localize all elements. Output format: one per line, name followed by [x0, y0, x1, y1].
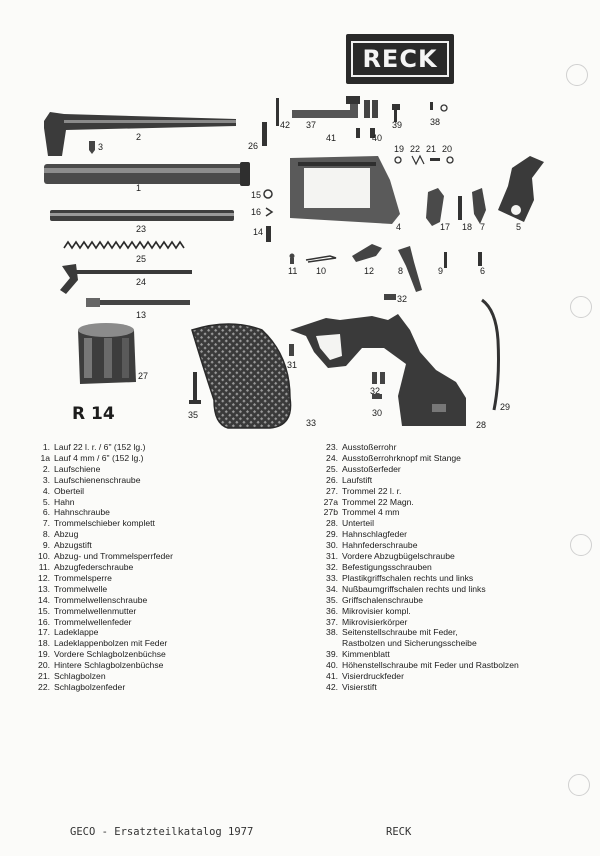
- callout-23: 23: [136, 224, 147, 234]
- part-list-item: [320, 507, 600, 518]
- part-number: 42.: [326, 681, 338, 692]
- part-number: 18.: [38, 638, 50, 649]
- callout-19: 19: [394, 144, 405, 154]
- part-list-item: [320, 660, 600, 671]
- part-number: 10.: [38, 551, 50, 562]
- part-number: 30.: [326, 540, 338, 551]
- part-label: Trommelwellenmutter: [54, 605, 137, 616]
- part-list-item: [320, 617, 600, 628]
- part-barrel-pin: [262, 122, 267, 146]
- part-hammer: [498, 156, 544, 222]
- part-list-item: [320, 627, 600, 638]
- part-list-item: [320, 453, 600, 464]
- part-label: Laufstift: [342, 474, 373, 485]
- callout-20: 20: [442, 144, 453, 154]
- part-list-item: [320, 573, 600, 584]
- part-gate-pin: [458, 196, 462, 220]
- callout-6: 6: [480, 266, 486, 276]
- part-list-item: [32, 649, 312, 660]
- callout-32-top: 32: [397, 294, 408, 304]
- callout-26: 26: [248, 141, 259, 151]
- callout-1: 1: [136, 183, 142, 193]
- callout-7: 7: [480, 222, 486, 232]
- part-list-item: [32, 562, 312, 573]
- parts-list-right: [320, 442, 600, 693]
- part-label: Ausstoßerrohr: [342, 442, 397, 452]
- callout-38: 38: [430, 117, 441, 127]
- footer-brand: RECK: [386, 826, 412, 838]
- part-grip-screw: [189, 372, 201, 404]
- part-list-item: [320, 606, 600, 617]
- part-ejector-rod: [60, 264, 192, 294]
- part-list-item: [32, 518, 312, 529]
- part-number: 37.: [326, 616, 338, 627]
- callout-31: 31: [287, 360, 298, 370]
- part-label: Kimmenblatt: [342, 649, 390, 660]
- part-label: Griffschalenschraube: [342, 594, 424, 605]
- part-label: Visierstift: [342, 681, 377, 692]
- part-label: Trommelwelle: [54, 583, 108, 594]
- part-sight-body: [292, 96, 360, 118]
- part-list-item: [32, 617, 312, 628]
- part-label: Abzug- und Trommelsperrfeder: [54, 551, 173, 562]
- part-number: 20.: [38, 660, 50, 671]
- part-number: 27b: [323, 507, 338, 518]
- part-number: 17.: [38, 627, 50, 638]
- part-number: 3.: [42, 474, 50, 485]
- punch-hole: [568, 774, 590, 796]
- part-list-item: [32, 540, 312, 551]
- part-label: Ausstoßerfeder: [342, 463, 401, 474]
- part-list-item: [320, 638, 600, 649]
- part-label: Nußbaumgriffschalen rechts und links: [342, 583, 486, 594]
- part-label: Lauf 4 mm / 6" (152 lg.): [54, 452, 144, 463]
- part-number: 19.: [38, 649, 50, 660]
- callout-18: 18: [462, 222, 473, 232]
- part-list-item: [32, 606, 312, 617]
- part-number: 2.: [42, 463, 50, 474]
- part-label: Trommelsperre: [54, 572, 112, 583]
- part-number: 7.: [42, 518, 50, 529]
- part-label: Mikrovisier kompl.: [342, 605, 411, 616]
- callout-17: 17: [440, 222, 451, 232]
- callout-42: 42: [280, 120, 291, 130]
- part-label: Befestigungsschrauben: [342, 561, 432, 572]
- part-label: Laufschiene: [54, 463, 101, 474]
- part-label: Abzugstift: [54, 540, 92, 551]
- part-list-item: [320, 475, 600, 486]
- part-number: 15.: [38, 605, 50, 616]
- callout-11: 11: [288, 266, 298, 276]
- callout-15: 15: [251, 190, 262, 200]
- part-label: Abzugfederschraube: [54, 561, 134, 572]
- part-number: 32.: [326, 561, 338, 572]
- part-list-item: [320, 551, 600, 562]
- part-number: 5.: [42, 496, 50, 507]
- part-label: Trommelwellenschraube: [54, 594, 148, 605]
- part-list-item: [320, 442, 600, 453]
- callout-21: 21: [426, 144, 437, 154]
- part-label: Schlagbolzen: [54, 671, 106, 682]
- brand-logo-text: RECK: [351, 41, 448, 77]
- part-label: Hahnfederschraube: [342, 540, 418, 551]
- callout-14: 14: [253, 227, 264, 237]
- part-number: 34.: [326, 583, 338, 594]
- callout-16: 16: [251, 207, 262, 217]
- part-number: 13.: [38, 583, 50, 594]
- part-label: Schlagbolzenfeder: [54, 681, 126, 692]
- part-cylinder-pin: [86, 298, 190, 307]
- part-label: Trommelschieber komplett: [54, 518, 155, 529]
- callout-24: 24: [136, 277, 147, 287]
- part-number: 16.: [38, 616, 50, 627]
- callout-39: 39: [392, 120, 403, 130]
- part-number: 38.: [326, 627, 338, 638]
- part-label: Oberteil: [54, 485, 85, 496]
- part-list-item: [32, 464, 312, 475]
- part-list-item: [320, 682, 600, 693]
- part-label: Höhenstellschraube mit Feder und Rastbolzen: [342, 660, 519, 671]
- part-number: 36.: [326, 605, 338, 616]
- part-loading-gate: [426, 188, 444, 226]
- callout-32-bottom: 32: [370, 386, 381, 396]
- part-list-item: [320, 671, 600, 682]
- model-designation: R 14: [72, 404, 115, 424]
- callout-12: 12: [364, 266, 375, 276]
- part-label: Trommel 22 Magn.: [342, 496, 414, 507]
- part-list-item: [32, 671, 312, 682]
- part-number: 25.: [326, 463, 338, 474]
- callout-28: 28: [476, 420, 487, 430]
- part-label: Visierdruckfeder: [342, 671, 404, 682]
- part-label: Plastikgriffschalen rechts und links: [342, 572, 474, 583]
- part-label: Hintere Schlagbolzenbüchse: [54, 660, 164, 671]
- part-number: 23.: [326, 442, 338, 452]
- part-ejector-spring: [64, 242, 184, 248]
- callout-10: 10: [316, 266, 327, 276]
- part-number: 12.: [38, 572, 50, 583]
- part-cylinder: [78, 323, 136, 384]
- part-grip-panels: [192, 324, 291, 428]
- part-label: Rastbolzen und Sicherungsscheibe: [342, 638, 477, 649]
- part-list-item: [320, 584, 600, 595]
- part-number: 21.: [38, 671, 50, 682]
- part-list-item: [32, 529, 312, 540]
- part-trigger-guard-screw: [289, 344, 294, 356]
- part-list-item: [320, 464, 600, 475]
- part-list-item: [320, 540, 600, 551]
- part-number: 26.: [326, 474, 338, 485]
- part-label: Vordere Schlagbolzenbüchse: [54, 649, 166, 660]
- callout-3: 3: [98, 142, 104, 152]
- part-number: 1a: [40, 452, 50, 463]
- part-number: 29.: [326, 529, 338, 540]
- part-list-item: [320, 529, 600, 540]
- part-number: 6.: [42, 507, 50, 518]
- part-label: Hahn: [54, 496, 75, 507]
- parts-list-left: [32, 442, 312, 693]
- callout-9: 9: [438, 266, 444, 276]
- part-rib-screw: [89, 141, 95, 154]
- part-cylinder-hand: [472, 188, 486, 224]
- part-label: Vordere Abzugbügelschraube: [342, 551, 455, 562]
- part-number: 14.: [38, 594, 50, 605]
- part-list-item: [320, 649, 600, 660]
- part-label: Ladeklappe: [54, 627, 99, 638]
- callout-2: 2: [136, 132, 142, 142]
- part-mainspring: [482, 300, 499, 410]
- part-number: 27a: [323, 496, 338, 507]
- part-label: Laufschienenschraube: [54, 474, 141, 485]
- part-frame-top: [290, 156, 400, 224]
- callout-27: 27: [138, 371, 149, 381]
- callout-5: 5: [516, 222, 522, 232]
- part-label: Hahnschraube: [54, 507, 110, 518]
- part-list-item: [32, 595, 312, 606]
- part-list-item: [32, 638, 312, 649]
- footer-catalog-title: GECO - Ersatzteilkatalog 1977: [70, 826, 254, 838]
- part-list-item: [320, 518, 600, 529]
- part-list-item: [320, 486, 600, 497]
- part-label: Mikrovisierkörper: [342, 616, 408, 627]
- part-list-item: [32, 682, 312, 693]
- part-label: Trommelwellenfeder: [54, 616, 132, 627]
- part-number: 39.: [326, 649, 338, 660]
- part-number: 4.: [42, 485, 50, 496]
- part-firing-pin-parts: [395, 156, 453, 164]
- part-label: Ausstoßerrohrknopf mit Stange: [342, 452, 461, 463]
- part-list-item: [32, 573, 312, 584]
- part-number: 24.: [326, 452, 338, 463]
- part-number: 9.: [42, 540, 50, 551]
- callout-29: 29: [500, 402, 511, 412]
- part-number: 28.: [326, 518, 338, 529]
- part-list-item: [320, 497, 600, 508]
- callout-22: 22: [410, 144, 421, 154]
- part-number: 22.: [38, 681, 50, 692]
- part-number: 35.: [326, 594, 338, 605]
- callout-33: 33: [306, 418, 317, 428]
- part-number: 41.: [326, 671, 338, 682]
- part-number: 11.: [38, 561, 50, 572]
- part-list-item: [32, 627, 312, 638]
- part-number: 27.: [326, 485, 338, 496]
- part-label: Unterteil: [342, 518, 374, 529]
- part-list-item: [32, 497, 312, 508]
- part-barrel: [44, 162, 250, 186]
- part-ejector-tube: [50, 210, 234, 221]
- part-list-item: [32, 486, 312, 497]
- callout-35: 35: [188, 410, 199, 420]
- part-list-item: [32, 442, 312, 453]
- part-label: Lauf 22 l. r. / 6" (152 lg.): [54, 442, 146, 452]
- callout-30: 30: [372, 408, 383, 418]
- part-number: 8.: [42, 529, 50, 540]
- part-number: [320, 638, 342, 649]
- part-number: 33.: [326, 572, 338, 583]
- callout-4: 4: [396, 222, 402, 232]
- callout-40: 40: [372, 133, 383, 143]
- part-list-item: [320, 595, 600, 606]
- part-label: Seitenstellschraube mit Feder,: [342, 627, 458, 638]
- part-number: 31.: [326, 551, 338, 562]
- part-label: Abzug: [54, 529, 79, 540]
- part-list-item: [32, 475, 312, 486]
- callout-41: 41: [326, 133, 337, 143]
- callout-13: 13: [136, 310, 147, 320]
- part-list-item: [32, 660, 312, 671]
- part-list-item: [32, 453, 312, 464]
- part-number: 1.: [42, 442, 50, 452]
- callout-25: 25: [136, 254, 147, 264]
- part-label: Trommel 22 l. r.: [342, 485, 402, 496]
- part-list-item: [32, 551, 312, 562]
- callout-8: 8: [398, 266, 404, 276]
- part-list-item: [32, 584, 312, 595]
- part-list-item: [32, 507, 312, 518]
- part-label: Trommel 4 mm: [342, 507, 400, 518]
- part-label: Hahnschlagfeder: [342, 529, 407, 540]
- part-cylinder-pin-hardware: [264, 190, 272, 242]
- part-number: 40.: [326, 660, 338, 671]
- part-label: Ladeklappenbolzen mit Feder: [54, 638, 168, 649]
- callout-37: 37: [306, 120, 317, 130]
- part-list-item: [320, 562, 600, 573]
